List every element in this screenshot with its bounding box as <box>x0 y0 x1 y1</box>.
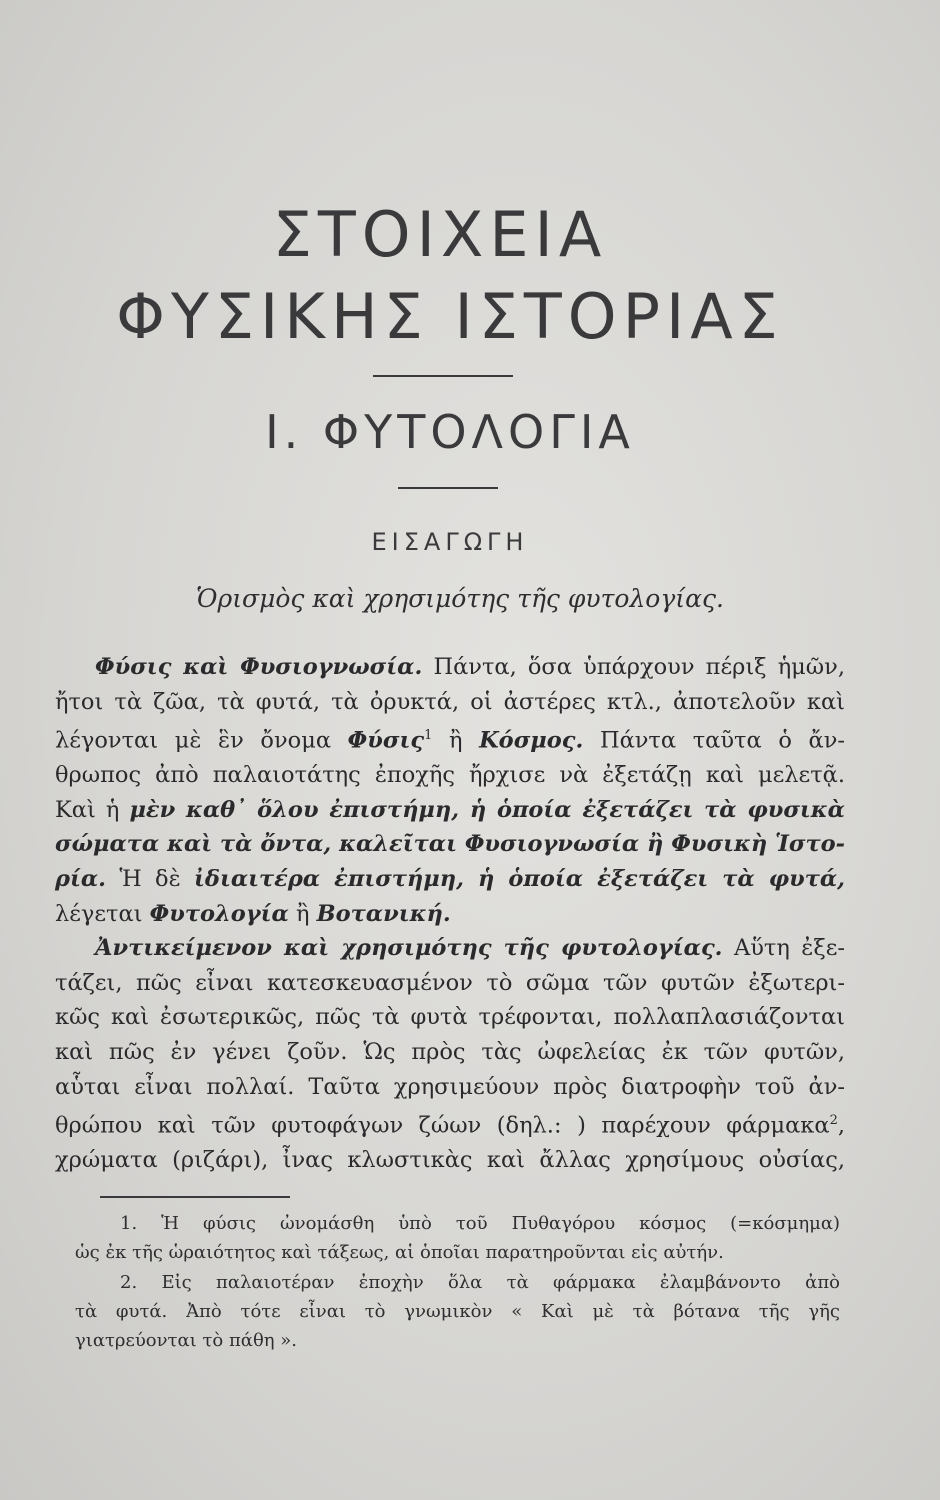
text-fragment: Καὶ ἡ <box>55 796 130 823</box>
text-fragment: θρώπου καὶ τῶν φυτοφάγων ζώων (δηλ.: ) παρέχουν φάρμακα <box>55 1112 830 1139</box>
text-line: ἤτοι τὰ ζῶα, τὰ φυτά, τὰ ὀρυκτά, οἱ ἀστέρες κτλ., ἀποτελοῦν καὶ <box>55 688 845 715</box>
emphasis-text: ρία. <box>55 866 106 893</box>
text-line: χρώματα (ριζάρι), ἶνας κλωστικὰς καὶ ἄλλας χρησίμους οὐσίας, <box>55 1147 845 1174</box>
text-line: λέγονται μὲ ἓν ὄνομα <box>55 727 348 754</box>
text-fragment: ἢ <box>432 727 480 754</box>
term-botaniki: Βοτανική. <box>316 900 451 927</box>
divider-rule <box>398 487 498 489</box>
paragraph-subject <box>55 931 845 1178</box>
main-title-line1: ΣΤΟΙΧΕΙΑ <box>272 198 608 271</box>
footnote-ref-2: 2 <box>829 1113 838 1129</box>
text-fragment: Πάντα ταῦτα ὁ ἄν- <box>583 727 845 754</box>
text-fragment: λέγεται <box>55 900 150 927</box>
text-fragment: Αὕτη ἐξε- <box>722 935 845 962</box>
chapter-subtitle: Ὁρισμὸς καὶ χρησιμότης τῆς φυτολογίας. <box>196 584 724 613</box>
term-kosmos: Κόσμος. <box>479 727 584 754</box>
footnote-line: γιατρεύονται τὸ πάθη ». <box>75 1330 298 1351</box>
text-line: τάζει, πῶς εἶναι κατεσκευασμένον τὸ σῶμα τῶν φυτῶν ἐξωτερι- <box>55 969 845 996</box>
text-line: θρωπος ἀπὸ παλαιοτάτης ἐποχῆς ἤρχισε νὰ ἐξετάζῃ καὶ μελετᾷ. <box>55 762 845 789</box>
divider-rule <box>373 375 513 377</box>
text-line: Πάντα, ὅσα ὑπάρχουν πέριξ ἡμῶν, <box>422 654 845 680</box>
text-line: κῶς καὶ ἐσωτερικῶς, πῶς τὰ φυτὰ τρέφονται, πολλαπλασιάζονται <box>55 1004 845 1031</box>
term-subject-usefulness: Ἀντικείμενον καὶ χρησιμότης τῆς φυτολογίας. <box>95 935 723 962</box>
footnote-line: τὰ φυτά. Ἀπὸ τότε εἶναι τὸ γνωμικὸν « Καὶ μὲ τὰ βότανα τῆς γῆς <box>75 1301 840 1322</box>
emphasis-text: μὲν καθ᾽ ὅλου ἐπιστήμη, ἡ ὁποία ἐξετάζει τὰ φυσικὰ <box>129 796 845 823</box>
footnote-line: 2. Εἰς παλαιοτέραν ἐποχὴν ὅλα τὰ φάρμακα ἐλαμβάνοντο ἀπὸ <box>120 1272 840 1293</box>
text-fragment: , <box>837 1112 845 1139</box>
footnote-line: ὡς ἐκ τῆς ὡραιότητος καὶ τάξεως, αἱ ὁποῖαι παρατηροῦνται εἰς αὐτήν. <box>75 1242 724 1263</box>
footnote-1 <box>75 1209 840 1267</box>
term-physis: Φύσις <box>347 727 425 754</box>
introduction-heading: ΕΙΣΑΓΩΓΗ <box>371 528 529 556</box>
main-title-line2: ΦΥΣΙΚΗΣ ΙΣΤΟΡΙΑΣ <box>116 280 784 353</box>
footnote-rule <box>100 1196 290 1198</box>
footnote-2 <box>75 1268 840 1355</box>
text-line: αὗται εἶναι πολλαί. Ταῦτα χρησιμεύουν πρὸς διατροφὴν τοῦ ἀν- <box>55 1073 845 1100</box>
footnote-ref-1: 1 <box>424 728 433 744</box>
emphasis-text: σώματα καὶ τὰ ὄντα, καλεῖται Φυσιογνωσία ἢ Φυσικὴ Ἱστο- <box>55 831 845 858</box>
text-fragment: ἢ <box>288 900 317 927</box>
term-physis-physiognosia: Φύσις καὶ Φυσιογνωσία. <box>95 654 423 680</box>
text-fragment: Ἡ δὲ <box>106 866 195 893</box>
paragraph-nature <box>55 650 845 931</box>
section-title: Ι. ΦΥΤΟΛΟΓΙΑ <box>265 405 635 459</box>
emphasis-text: ἰδιαιτέρα ἐπιστήμη, ἡ ὁποία ἐξετάζει τὰ φυτά, <box>194 866 845 893</box>
footnote-line: 1. Ἡ φύσις ὠνομάσθη ὑπὸ τοῦ Πυθαγόρου κόσμος (=κόσμημα) <box>120 1213 840 1234</box>
text-line: καὶ πῶς ἐν γένει ζοῦν. Ὡς πρὸς τὰς ὠφελείας ἐκ τῶν φυτῶν, <box>55 1039 845 1066</box>
term-phytologia: Φυτολογία <box>149 900 289 927</box>
body-text <box>55 650 845 1178</box>
